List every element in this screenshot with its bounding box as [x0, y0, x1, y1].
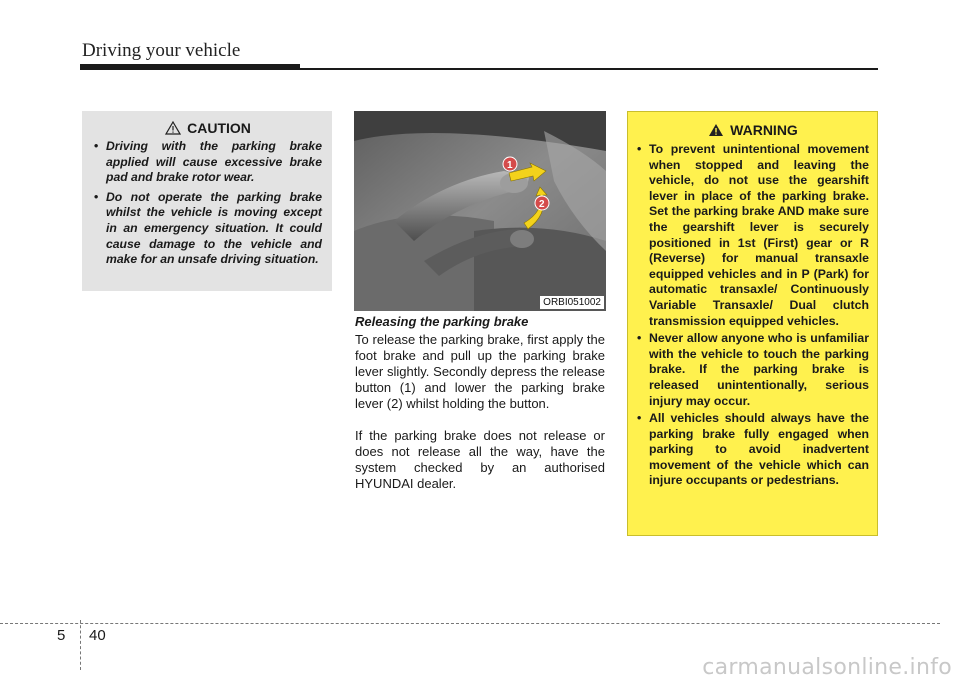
header-rule-thick: [80, 64, 300, 70]
caution-list: [94, 139, 322, 268]
page-number: 40: [89, 627, 106, 644]
caution-box: [82, 111, 332, 291]
caution-triangle-icon: [165, 121, 181, 135]
caution-item: • Driving with the parking brake applied will cause excessive brake pad and brake rotor wear.: [94, 139, 322, 186]
callout-1-label: 1: [507, 160, 513, 171]
warning-title: WARNING: [730, 122, 798, 138]
warning-item: • Never allow anyone who is unfamiliar with the vehicle to touch the parking brake. If the parking brake is released unintentionally, serious injury may occur.: [637, 331, 869, 409]
caution-header: [94, 120, 322, 136]
caution-title: CAUTION: [187, 120, 251, 136]
watermark-text: carmanualsonline.info: [702, 655, 952, 680]
figure-code-label: ORBI051002: [540, 296, 604, 309]
footer-rule: [0, 623, 940, 624]
warning-triangle-icon: [708, 123, 724, 137]
header-rule-thin: [300, 68, 878, 70]
warning-list: [637, 142, 869, 489]
warning-item: • To prevent unintentional movement when stopped and leaving the vehicle, do not use the gearshift lever in place of the parking brake. Set the parking brake AND make sure the gearshift lever is securely positioned in 1st (First) gear or R (Reverse) for manual transaxle equipped vehicles and in P (Park) for automatic transaxle/ Continuously Variable Transaxle/ Dual clutch transmission equipped vehicles.: [637, 142, 869, 329]
body-paragraph: To release the parking brake, first apply the foot brake and pull up the parking brake lever slightly. Secondly depress the release button (1) and lower the parking brake lever (2) whilst holding the button.: [355, 332, 605, 411]
subheading: Releasing the parking brake: [355, 314, 529, 329]
warning-box: [627, 111, 878, 536]
parking-brake-photo: [354, 111, 606, 311]
parking-brake-illustration: [354, 111, 606, 311]
chapter-number: 5: [57, 627, 66, 644]
section-title: Driving your vehicle: [82, 40, 241, 61]
body-paragraph: If the parking brake does not release or does not release all the way, have the system checked by an authorised HYUNDAI dealer.: [355, 428, 605, 491]
callout-2-label: 2: [539, 199, 545, 210]
warning-item: • All vehicles should always have the parking brake fully engaged when parking to avoid inadvertent movement of the vehicle which can injure occupants or pedestrians.: [637, 411, 869, 489]
footer-divider: [80, 620, 81, 670]
warning-header: [637, 122, 869, 138]
caution-item: • Do not operate the parking brake whilst the vehicle is moving except in an emergency situation. It could cause damage to the vehicle and make for an unsafe driving situation.: [94, 190, 322, 268]
